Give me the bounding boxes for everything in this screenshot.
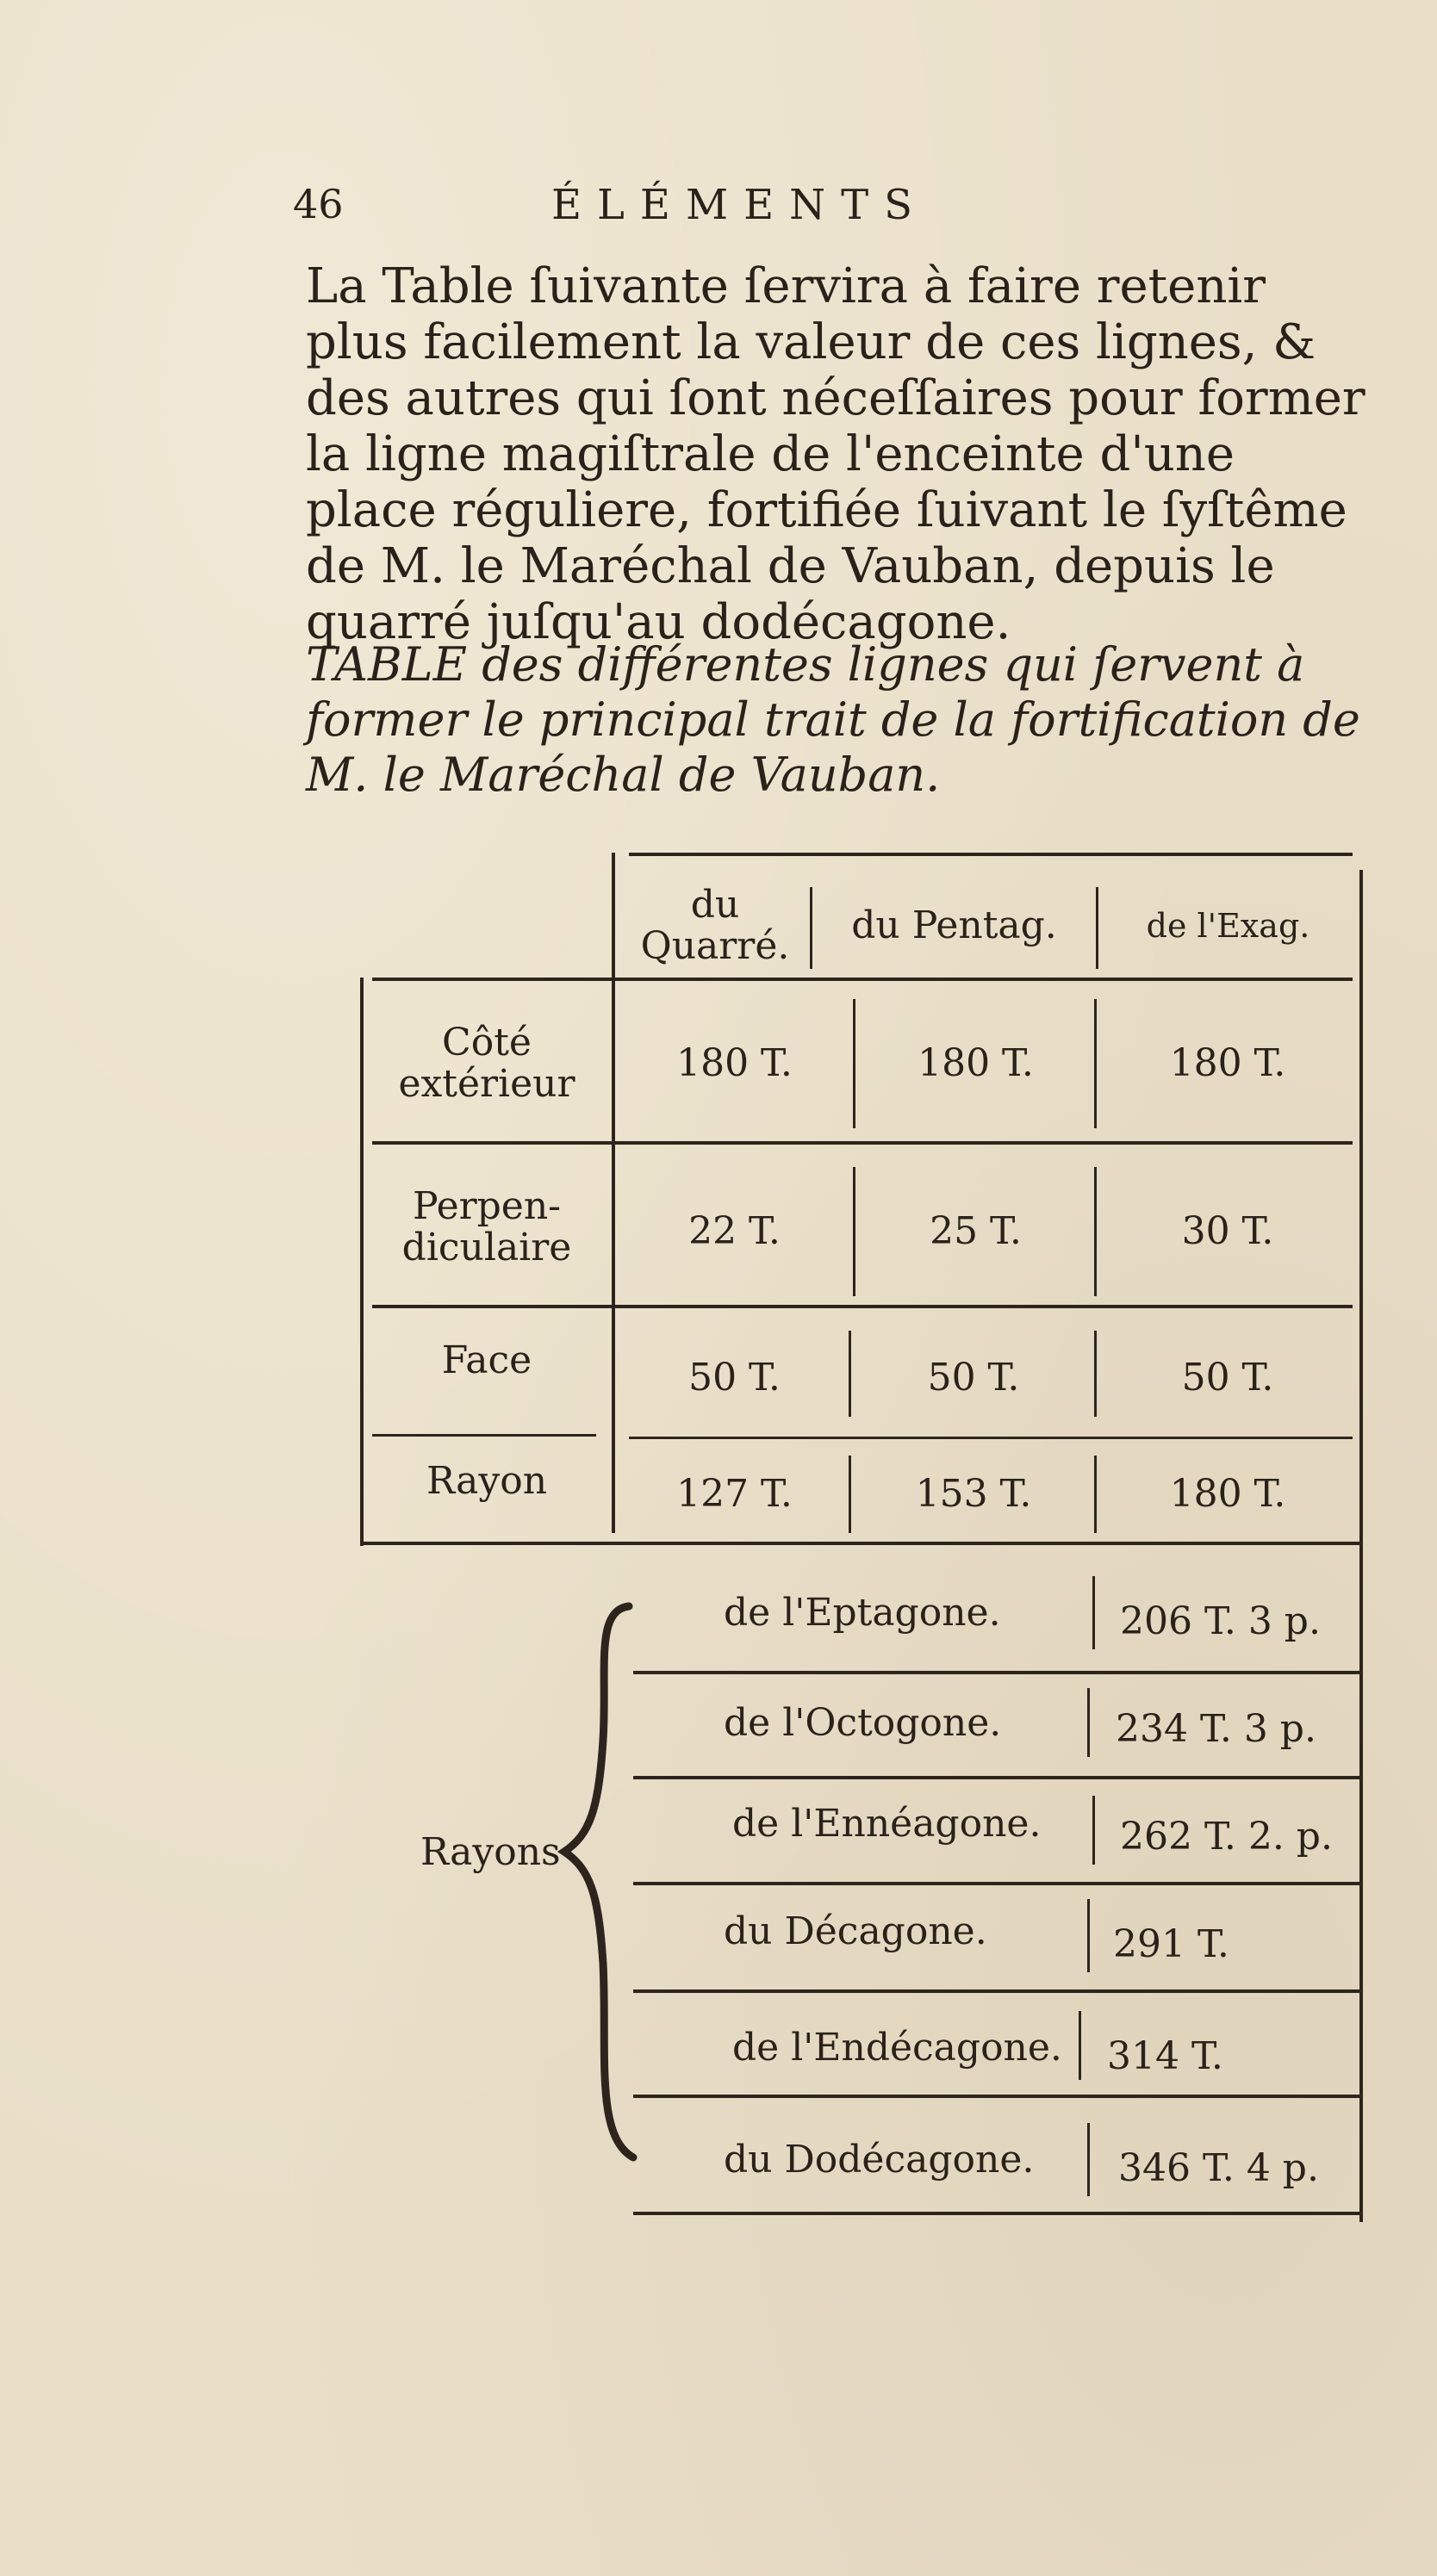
table-cell: 22 T. [688, 1209, 781, 1253]
table-rule [849, 1331, 851, 1417]
table-rule [853, 999, 855, 1128]
rayon-label: de l'Endécagone. [732, 2025, 1062, 2070]
rayon-label: de l'Eptagone. [724, 1590, 1001, 1635]
rayons-label: Rayons [420, 1830, 561, 1874]
column-header: de l'Exag. [1146, 907, 1310, 945]
page-number: 46 [293, 181, 344, 227]
table-rule [612, 853, 615, 1533]
table-rule [372, 1305, 1353, 1308]
table-rule [1094, 999, 1097, 1128]
table-cell: 180 T. [676, 1041, 793, 1085]
table-rule [633, 1989, 1361, 1993]
table-rule [360, 978, 364, 1546]
page-header [293, 181, 1025, 250]
column-header: du Quarré. [640, 883, 790, 968]
table-rule [1087, 1688, 1090, 1757]
rayon-value: 262 T. 2. p. [1120, 1814, 1333, 1859]
table-rule [1094, 1456, 1097, 1533]
table-cell: 30 T. [1181, 1209, 1274, 1253]
table-rule [1079, 2011, 1081, 2080]
row-label: Rayon [426, 1459, 548, 1503]
column-header: du Pentag. [851, 903, 1057, 947]
table-rule [1094, 1167, 1097, 1296]
running-title: ÉLÉMENTS [551, 181, 929, 229]
table-rule [372, 1434, 596, 1437]
rayon-value: 234 T. 3 p. [1116, 1706, 1316, 1751]
table-rule [849, 1456, 851, 1533]
table-rule [372, 978, 1353, 981]
table-caption: TABLE des différentes lignes qui ſervent à former le principal trait de la fortification de M. le Maréchal de Vauban. [306, 637, 1360, 802]
table-cell: 180 T. [918, 1041, 1034, 1085]
table-rule [629, 1437, 1353, 1439]
table-cell: 180 T. [1169, 1472, 1286, 1516]
rayon-value: 206 T. 3 p. [1120, 1598, 1321, 1643]
curly-brace-icon [547, 1602, 642, 2162]
table-rule [1087, 1899, 1090, 1972]
row-label: Face [441, 1338, 532, 1382]
table-cell: 127 T. [676, 1472, 793, 1516]
table-rule [372, 1141, 1353, 1145]
rayon-value: 346 T. 4 p. [1118, 2145, 1319, 2190]
rayon-label: du Décagone. [724, 1909, 987, 1953]
table-rule [810, 887, 812, 969]
table-rule [633, 2095, 1361, 2098]
table-cell: 50 T. [688, 1356, 781, 1400]
row-label: Côté extérieur [398, 1021, 575, 1106]
rayon-value: 291 T. [1113, 1921, 1229, 1966]
table-cell: 153 T. [915, 1472, 1032, 1516]
table-rule [1096, 887, 1098, 969]
table-rule [633, 1671, 1361, 1674]
table-rule [633, 1776, 1361, 1779]
table-rule [853, 1167, 855, 1296]
row-label: Perpen-diculaire [401, 1184, 572, 1269]
rayon-label: du Dodécagone. [724, 2137, 1035, 2182]
body-paragraph: La Table ſuivante ſervira à faire retenir plus facilement la valeur de ces lignes, & des autres qui ſont néceſſaires pour former la ligne magiſtrale de l'enceinte d'une place réguliere, fortifiée ſuivant le ſyſtême de M. le Maréchal de Vauban, depuis le quarré juſqu'au dodécagone. [306, 258, 1365, 650]
table-rule [360, 1542, 1359, 1545]
table-cell: 25 T. [930, 1209, 1022, 1253]
rayon-label: de l'Octogone. [724, 1700, 1002, 1745]
table-rule [633, 2212, 1361, 2215]
table-rule [1087, 2123, 1090, 2196]
table-rule [1094, 1331, 1097, 1417]
rayon-value: 314 T. [1107, 2033, 1223, 2078]
table-cell: 180 T. [1169, 1041, 1286, 1085]
table-rule [633, 1882, 1361, 1885]
table-rule [1092, 1576, 1095, 1649]
rayon-label: de l'Ennéagone. [732, 1801, 1042, 1846]
table-rule [1359, 870, 1363, 2222]
table-rule [629, 853, 1353, 856]
table-cell: 50 T. [1181, 1356, 1274, 1400]
table-cell: 50 T. [927, 1356, 1020, 1400]
